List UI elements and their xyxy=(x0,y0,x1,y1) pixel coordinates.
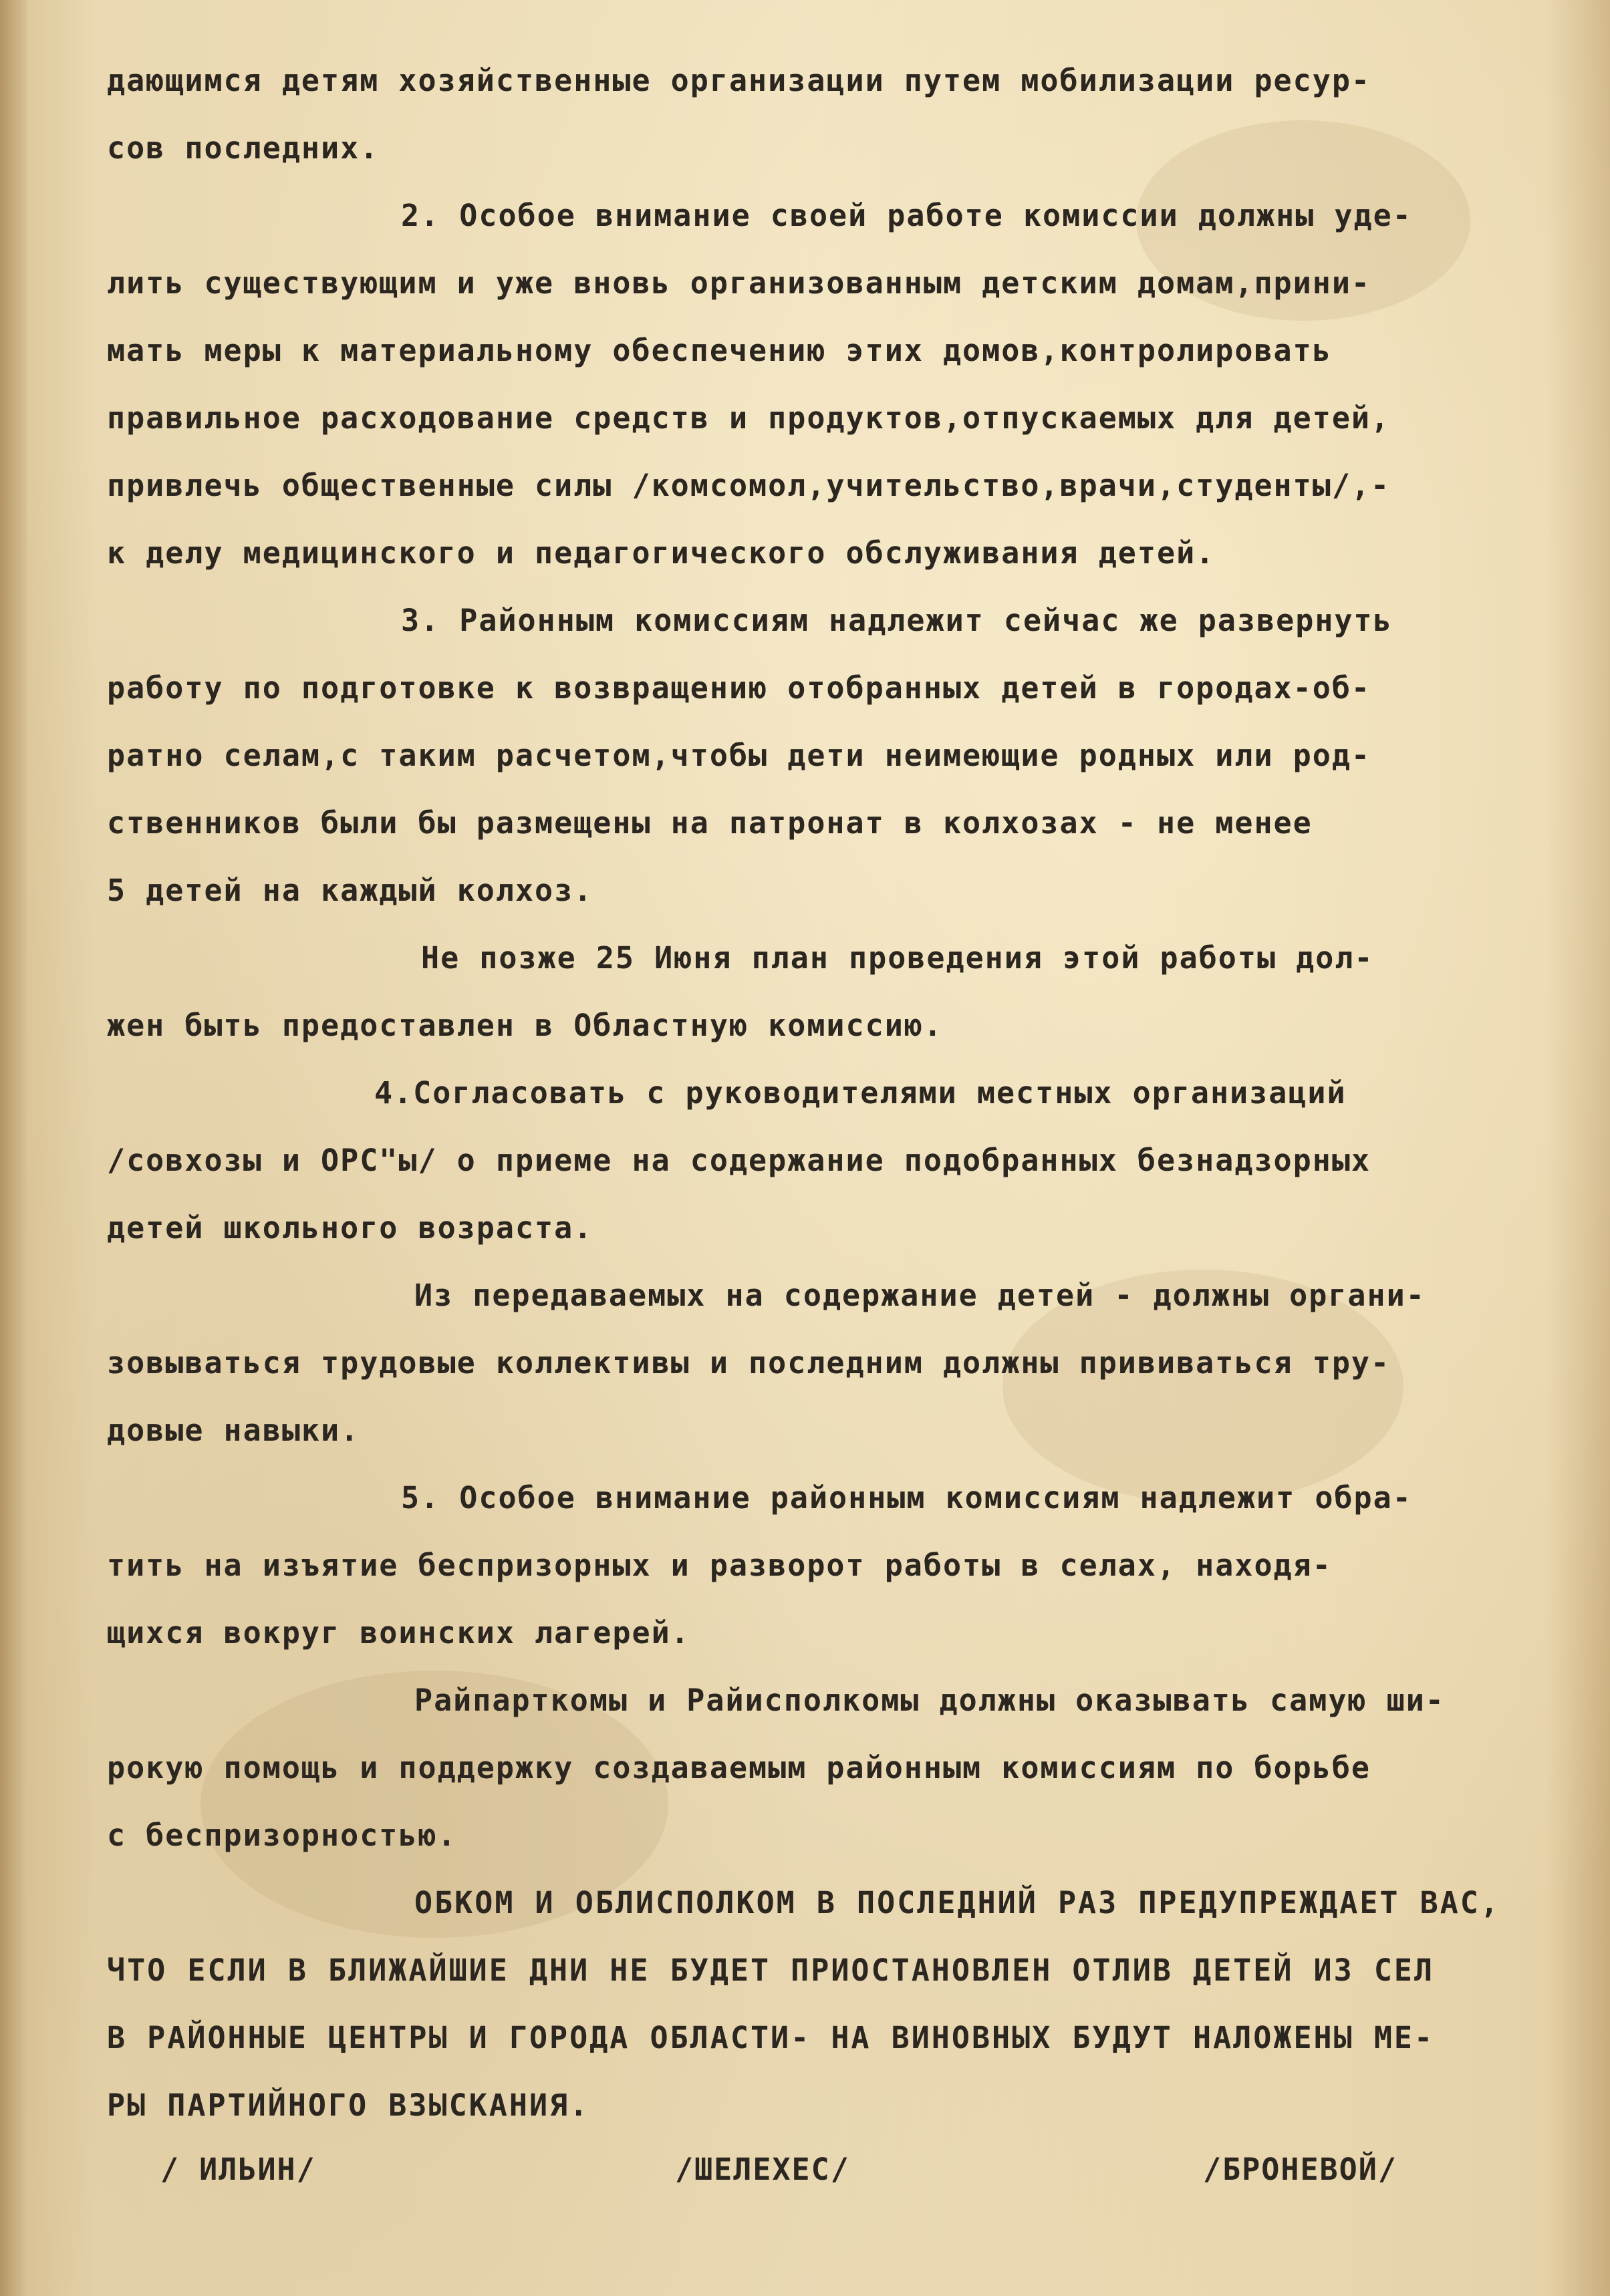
text-line: мать меры к материальному обеспечению этих домов,контролировать xyxy=(107,333,1332,368)
text-line: работу по подготовке к возвращению отобранных детей в городах-об- xyxy=(107,670,1371,706)
signature-bronevoy: /БРОНЕВОЙ/ xyxy=(1203,2152,1397,2187)
text-line: привлечь общественные силы /комсомол,учительство,врачи,студенты/,- xyxy=(107,468,1391,503)
text-line: 3. Районным комиссиям надлежит сейчас же развернуть xyxy=(401,603,1393,638)
typed-body-text xyxy=(107,47,1551,2139)
text-line: лить существующим и уже вновь организованным детским домам,прини- xyxy=(107,265,1371,301)
text-line: 5. Особое внимание районным комиссиям надлежит обра- xyxy=(401,1480,1412,1516)
text-line: сов последних. xyxy=(107,130,380,166)
text-line: ратно селам,с таким расчетом,чтобы дети неимеющие родных или род- xyxy=(107,738,1371,773)
text-line: 4.Согласовать с руководителями местных организаций xyxy=(374,1075,1347,1111)
text-line: тить на изъятие беспризорных и разворот работы в селах, находя- xyxy=(107,1548,1332,1583)
text-line: к делу медицинского и педагогического обслуживания детей. xyxy=(107,535,1216,571)
binding-edge xyxy=(0,0,27,2296)
text-line: щихся вокруг воинских лагерей. xyxy=(107,1615,690,1651)
text-line: 5 детей на каждый колхоз. xyxy=(107,873,593,908)
text-line: ственников были бы размещены на патронат в колхозах - не менее xyxy=(107,805,1313,841)
text-line: дающимся детям хозяйственные организации путем мобилизации ресур- xyxy=(107,63,1371,98)
text-line: довые навыки. xyxy=(107,1413,360,1448)
text-line: Не позже 25 Июня план проведения этой работы дол- xyxy=(421,940,1374,976)
text-line: зовываться трудовые коллективы и последним должны прививаться тру- xyxy=(107,1345,1391,1381)
text-line: с беспризорностью. xyxy=(107,1818,457,1853)
text-line: Райпарткомы и Райисполкомы должны оказывать самую ши- xyxy=(414,1683,1445,1718)
signature-ilyin: / ИЛЬИН/ xyxy=(160,2152,316,2187)
text-line: детей школьного возраста. xyxy=(107,1210,593,1246)
text-line-caps: РЫ ПАРТИЙНОГО ВЗЫСКАНИЯ. xyxy=(107,2088,590,2123)
text-line: 2. Особое внимание своей работе комиссии должны уде- xyxy=(401,198,1412,233)
signature-block xyxy=(107,2152,1551,2212)
text-line: Из передаваемых на содержание детей - должны органи- xyxy=(414,1278,1426,1313)
text-line: жен быть предоставлен в Областную комиссию. xyxy=(107,1008,943,1043)
text-line-caps: В РАЙОННЫЕ ЦЕНТРЫ И ГОРОДА ОБЛАСТИ- НА ВИНОВНЫХ БУДУТ НАЛОЖЕНЫ МЕ- xyxy=(107,2020,1435,2055)
text-line: рокую помощь и поддержку создаваемым районным комиссиям по борьбе xyxy=(107,1750,1371,1785)
text-line: /совхозы и ОРС"ы/ о приеме на содержание подобранных безнадзорных xyxy=(107,1143,1371,1178)
text-line-caps: ЧТО ЕСЛИ В БЛИЖАЙШИЕ ДНИ НЕ БУДЕТ ПРИОСТАНОВЛЕН ОТЛИВ ДЕТЕЙ ИЗ СЕЛ xyxy=(107,1953,1435,1988)
text-line-caps: ОБКОМ И ОБЛИСПОЛКОМ В ПОСЛЕДНИЙ РАЗ ПРЕДУПРЕЖДАЕТ ВАС, xyxy=(414,1885,1500,1920)
signature-shelekhes: /ШЕЛЕХЕС/ xyxy=(675,2152,850,2187)
text-line: правильное расходование средств и продуктов,отпускаемых для детей, xyxy=(107,400,1391,436)
